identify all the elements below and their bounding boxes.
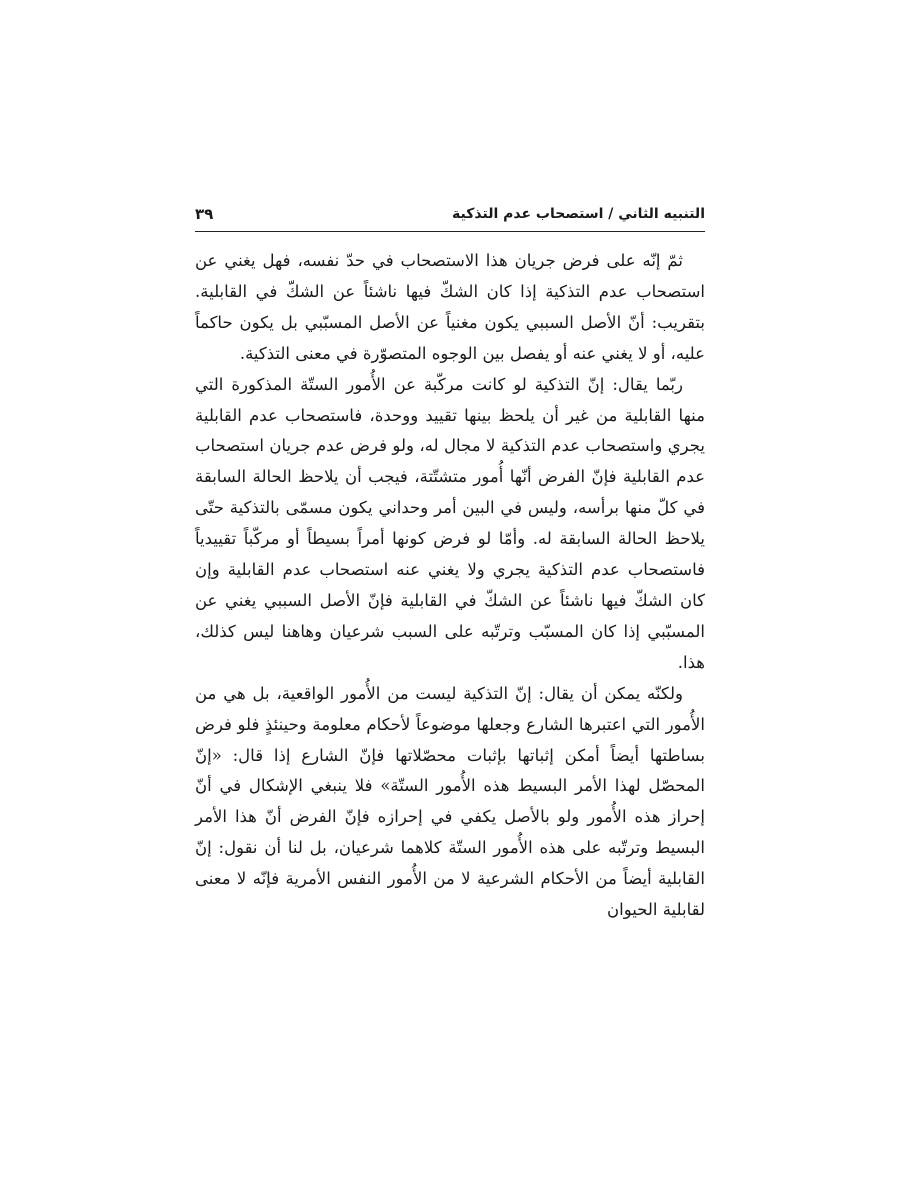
paragraph: ربّما يقال: إنّ التذكية لو كانت مركّبة عن الأُمور الستّة المذكورة التي منها القابلية من غير أن يلحظ بينها تقييد ووحدة، فاستصحاب عدم القابلية يجري واستصحاب عدم التذكية لا مجال له، ولو فرض عدم جريان استصحاب عدم القابلية فإنّ الفرض أنّها أُمور متشتّتة، فيجب أن يلاحظ الحالة السابقة في كلّ منها برأسه، وليس في البين أمر وحداني يكون مسمّى بالتذكية حتّى يلاحظ الحالة السابقة له. وأمّا لو فرض كونها أمراً بسيطاً أو مركّباً تقييدياً فاستصحاب عدم التذكية يجري ولا يغني عنه استصحاب عدم القابلية وإن كان الشكّ فيها ناشئاً عن الشكّ في القابلية فإنّ الأصل السببي يغني عن المسبّبي إذا كان المسبّب وترتّبه على السبب شرعيان وهاهنا ليس كذلك، هذا. (195, 374, 705, 672)
running-header-title: التنبيه الثاني / استصحاب عدم التذكية (452, 206, 705, 222)
page-number: ٣٩ (195, 205, 214, 223)
paragraph: ثمّ إنّه على فرض جريان هذا الاستصحاب في حدّ نفسه، فهل يغني عن استصحاب عدم التذكية إذا كان الشكّ فيها ناشئاً عن الشكّ في القابلية. بتقريب: أنّ الأصل السببي يكون مغنياً عن الأصل المسبّبي بل يكون حاكماً عليه، أو لا يغني عنه أو يفصل بين الوجوه المتصوّرة في معنى التذكية. (195, 251, 705, 363)
body-text (195, 246, 705, 926)
running-header (195, 199, 705, 229)
header-divider (195, 231, 705, 232)
paragraph: ولكنّه يمكن أن يقال: إنّ التذكية ليست من الأُمور الواقعية، بل هي من الأُمور التي اعتبرها الشارع وجعلها موضوعاً لأحكام معلومة وحينئذٍ فلو فرض بساطتها أيضاً أمكن إثباتها بإثبات محصّلاتها فإنّ الشارع إذا قال: «إنّ المحصّل لهذا الأمر البسيط هذه الأُمور الستّة» فلا ينبغي الإشكال في أنّ إحراز هذه الأُمور ولو بالأصل يكفي في إحرازه فإنّ الفرض أنّ هذا الأمر البسيط وترتّبه على هذه الأُمور الستّة كلاهما شرعيان، بل لنا أن نقول: إنّ القابلية أيضاً من الأحكام الشرعية لا من الأُمور النفس الأمرية فإنّه لا معنى لقابلية الحيوان (195, 683, 705, 920)
